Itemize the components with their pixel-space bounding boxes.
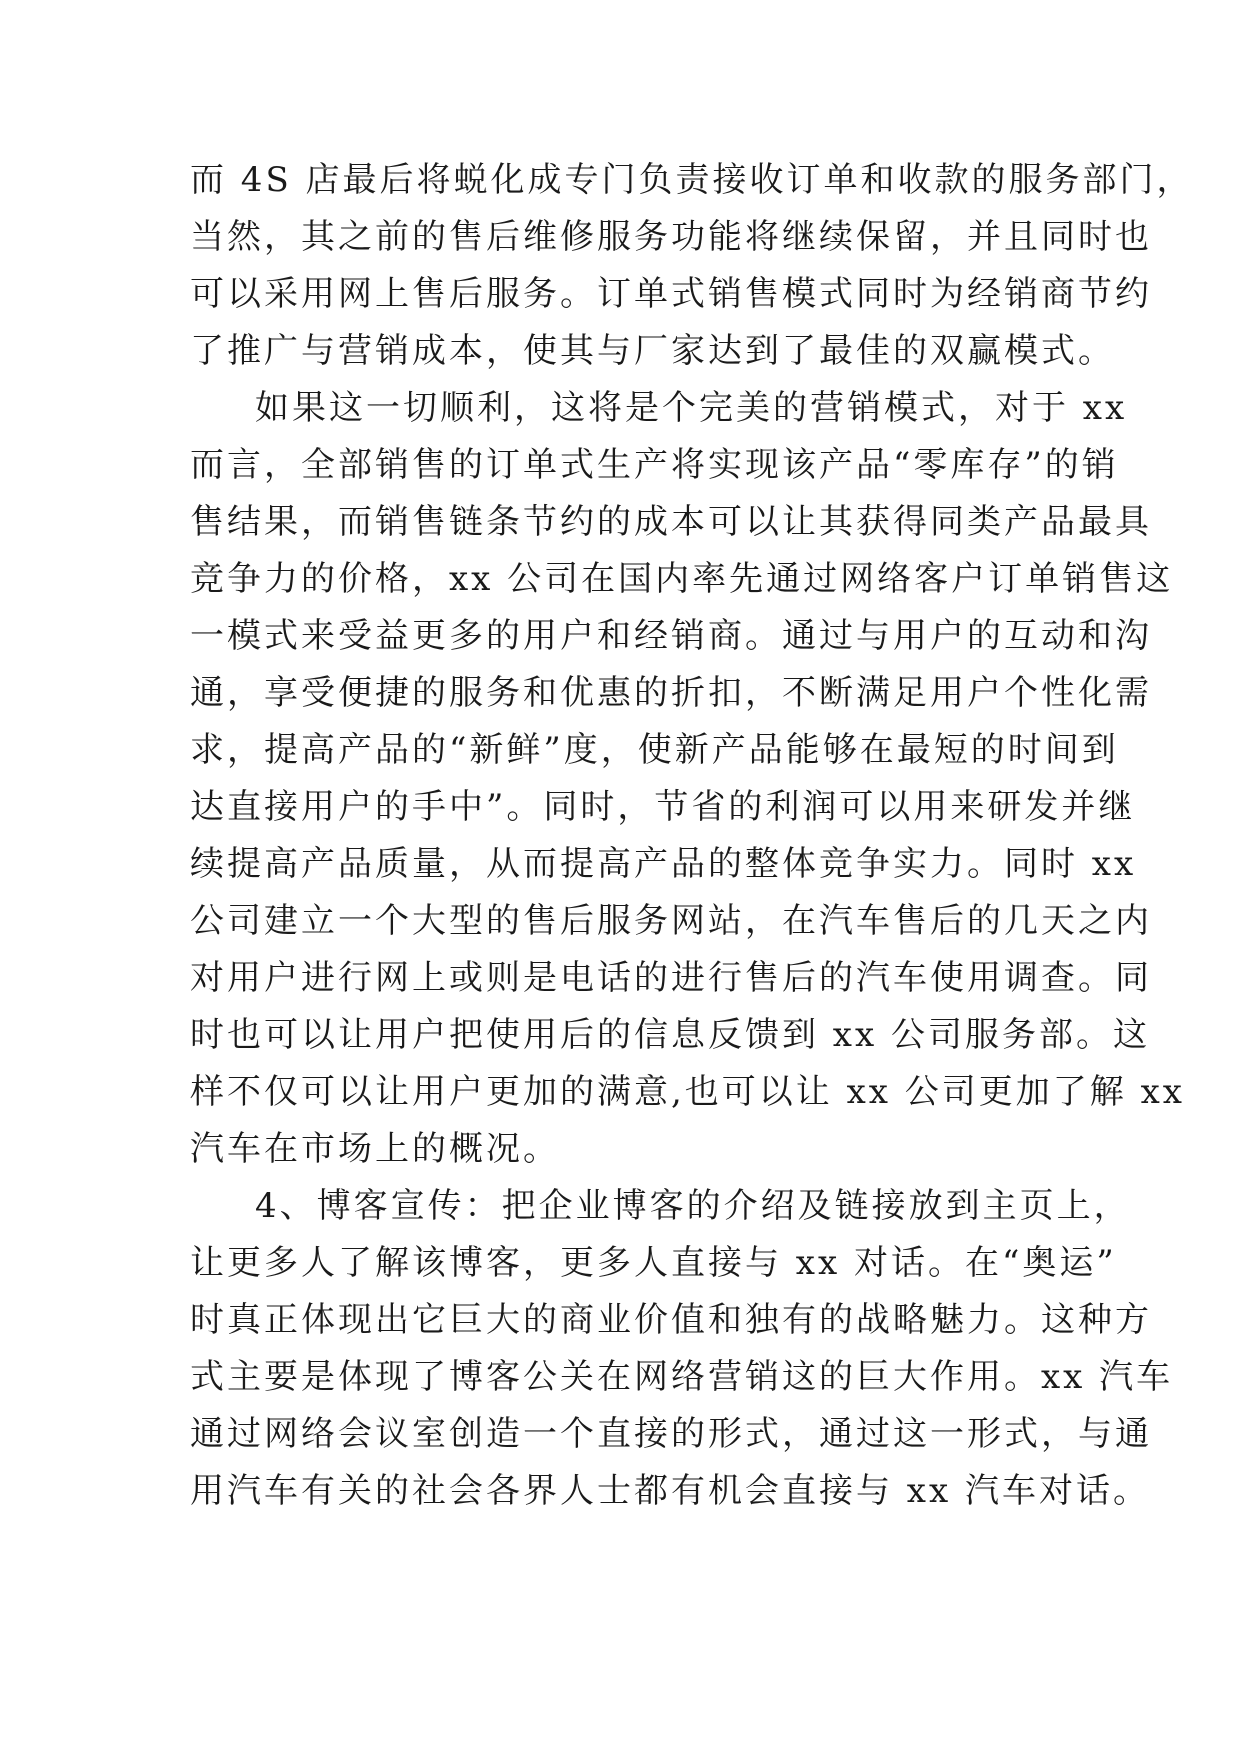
text-line: 让更多人了解该博客，更多人直接与 xx 对话。在“奥运” (190, 1243, 1117, 1283)
text-line: 一模式来受益更多的用户和经销商。通过与用户的互动和沟 (190, 616, 1152, 656)
paragraph-first-line: 4、博客宣传：把企业博客的介绍及链接放到主页上， (255, 1186, 1131, 1226)
text-line: 而言，全部销售的订单式生产将实现该产品“零库存”的销 (190, 445, 1119, 485)
text-line: 用汽车有关的社会各界人士都有机会直接与 xx 汽车对话。 (190, 1471, 1150, 1511)
text-line: 时真正体现出它巨大的商业价值和独有的战略魅力。这种方 (190, 1300, 1152, 1340)
text-line: 对用户进行网上或则是电话的进行售后的汽车使用调查。同 (190, 958, 1152, 998)
text-line: 公司建立一个大型的售后服务网站，在汽车售后的几天之内 (190, 901, 1152, 941)
text-line: 达直接用户的手中”。同时，节省的利润可以用来研发并继 (190, 787, 1136, 827)
text-line: 通，享受便捷的服务和优惠的折扣，不断满足用户个性化需 (190, 673, 1152, 713)
text-line: 时也可以让用户把使用后的信息反馈到 xx 公司服务部。这 (190, 1015, 1150, 1055)
text-line: 式主要是体现了博客公关在网络营销这的巨大作用。xx 汽车 (190, 1357, 1174, 1397)
text-line: 求，提高产品的“新鲜”度，使新产品能够在最短的时间到 (190, 730, 1119, 770)
text-line: 续提高产品质量，从而提高产品的整体竞争实力。同时 xx (190, 844, 1137, 884)
text-line: 售结果，而销售链条节约的成本可以让其获得同类产品最具 (190, 502, 1152, 542)
text-line: 通过网络会议室创造一个直接的形式，通过这一形式，与通 (190, 1414, 1152, 1454)
text-line: 了推广与营销成本，使其与厂家达到了最佳的双赢模式。 (190, 331, 1115, 371)
text-line: 当然，其之前的售后维修服务功能将继续保留，并且同时也 (190, 217, 1152, 257)
text-line: 而 4S 店最后将蜕化成专门负责接收订单和收款的服务部门， (190, 160, 1194, 200)
text-line: 样不仅可以让用户更加的满意,也可以让 xx 公司更加了解 xx (190, 1072, 1185, 1112)
text-line: 可以采用网上售后服务。订单式销售模式同时为经销商节约 (190, 274, 1152, 314)
text-line: 竞争力的价格，xx 公司在国内率先通过网络客户订单销售这 (190, 559, 1174, 599)
text-line: 汽车在市场上的概况。 (190, 1129, 560, 1169)
paragraph-first-line: 如果这一切顺利，这将是个完美的营销模式，对于 xx (255, 388, 1128, 428)
